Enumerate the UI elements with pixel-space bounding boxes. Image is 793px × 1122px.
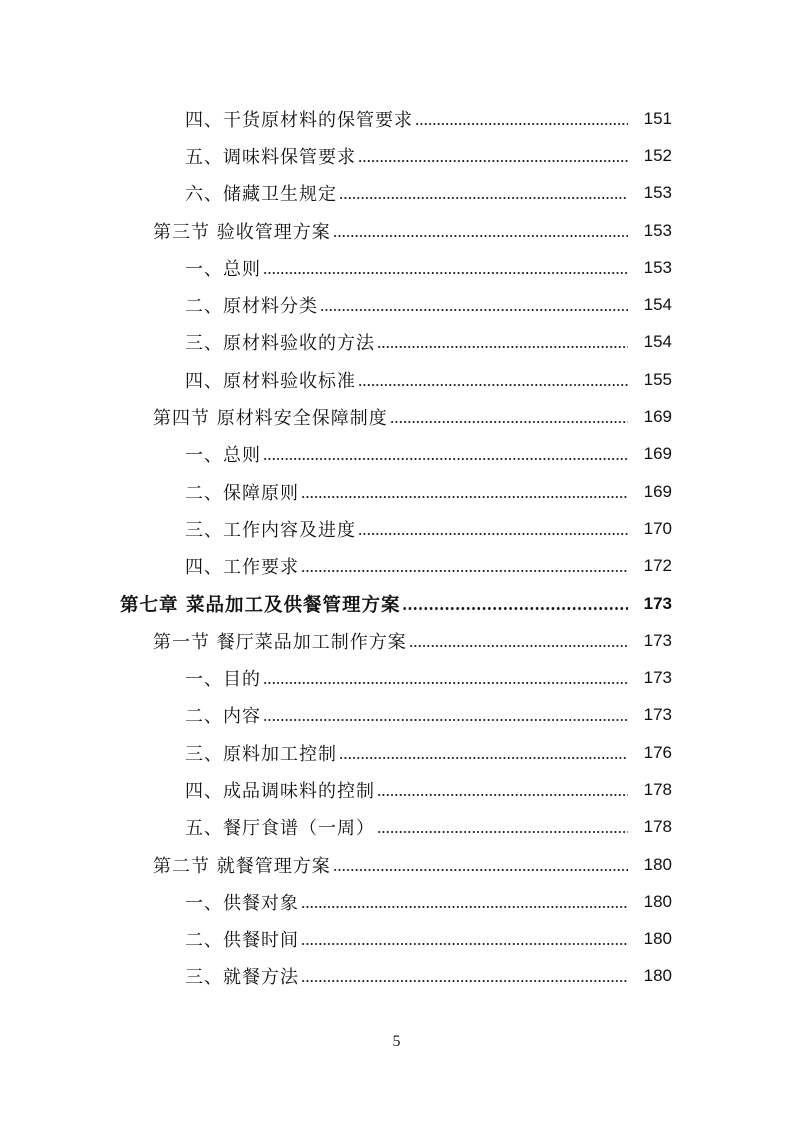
- toc-entry-page: 152: [643, 145, 672, 165]
- dot-leader: [358, 384, 628, 386]
- dot-leader: [409, 645, 628, 647]
- dot-leader: [377, 794, 628, 796]
- toc-entry-title: 六、储藏卫生规定: [185, 184, 337, 206]
- dot-leader: [415, 123, 628, 125]
- toc-entry-item[interactable]: [0, 809, 793, 846]
- dot-leader: [339, 757, 628, 759]
- toc-entry-title: 一、供餐对象: [185, 892, 299, 914]
- dot-leader: [301, 980, 628, 982]
- dot-leader: [402, 607, 628, 610]
- dot-leader: [333, 869, 628, 871]
- toc-entry-page: 178: [643, 817, 672, 837]
- toc-entry-page: 173: [643, 630, 672, 650]
- toc-entry-page: 169: [643, 407, 672, 427]
- toc-entry-item[interactable]: [0, 548, 793, 585]
- toc-entry-title: 三、原材料验收的方法: [185, 333, 375, 355]
- dot-leader: [320, 309, 628, 311]
- toc-entry-item[interactable]: [0, 921, 793, 958]
- toc-entry-title: 一、总则: [185, 258, 261, 280]
- dot-leader: [263, 272, 628, 274]
- toc-entry-title: 四、工作要求: [185, 557, 299, 579]
- toc-entry-title: 第一节 餐厅菜品加工制作方案: [153, 631, 407, 653]
- toc-entry-title: 第七章 菜品加工及供餐管理方案: [120, 594, 401, 616]
- dot-leader: [263, 719, 628, 721]
- toc-entry-item[interactable]: [0, 510, 793, 547]
- toc-entry-item[interactable]: [0, 249, 793, 286]
- toc-entry-item[interactable]: [0, 286, 793, 323]
- toc-entry-page: 172: [643, 556, 672, 576]
- toc-entry-page: 155: [643, 369, 672, 389]
- toc-entry-section[interactable]: [0, 398, 793, 435]
- toc-entry-title: 二、内容: [185, 706, 261, 728]
- toc-entry-page: 169: [643, 444, 672, 464]
- table-of-contents: [0, 100, 793, 995]
- dot-leader: [301, 943, 628, 945]
- dot-leader: [377, 346, 628, 348]
- toc-entry-title: 一、总则: [185, 445, 261, 467]
- toc-entry-section[interactable]: [0, 212, 793, 249]
- toc-entry-page: 173: [643, 668, 672, 688]
- toc-entry-section[interactable]: [0, 846, 793, 883]
- toc-entry-title: 二、供餐时间: [185, 930, 299, 952]
- toc-entry-item[interactable]: [0, 175, 793, 212]
- toc-entry-page: 176: [643, 742, 672, 762]
- toc-entry-page: 180: [643, 966, 672, 986]
- toc-entry-item[interactable]: [0, 883, 793, 920]
- dot-leader: [263, 458, 628, 460]
- toc-entry-page: 180: [643, 891, 672, 911]
- toc-entry-title: 五、调味料保管要求: [185, 146, 356, 168]
- toc-entry-page: 151: [643, 108, 672, 128]
- toc-entry-title: 第三节 验收管理方案: [153, 221, 331, 243]
- toc-entry-item[interactable]: [0, 473, 793, 510]
- dot-leader: [301, 906, 628, 908]
- toc-entry-title: 三、原料加工控制: [185, 743, 337, 765]
- dot-leader: [358, 160, 628, 162]
- toc-entry-title: 三、就餐方法: [185, 967, 299, 989]
- toc-entry-item[interactable]: [0, 137, 793, 174]
- toc-entry-title: 五、餐厅食谱（一周）: [185, 818, 375, 840]
- dot-leader: [263, 682, 628, 684]
- toc-entry-title: 二、原材料分类: [185, 296, 318, 318]
- toc-entry-title: 第四节 原材料安全保障制度: [153, 408, 388, 430]
- toc-entry-item[interactable]: [0, 361, 793, 398]
- toc-entry-page: 154: [643, 295, 672, 315]
- toc-entry-item[interactable]: [0, 958, 793, 995]
- toc-entry-item[interactable]: [0, 436, 793, 473]
- dot-leader: [301, 496, 628, 498]
- toc-entry-item[interactable]: [0, 659, 793, 696]
- dot-leader: [358, 533, 628, 535]
- toc-entry-page: 153: [643, 257, 672, 277]
- toc-entry-title: 第二节 就餐管理方案: [153, 855, 331, 877]
- toc-entry-title: 四、成品调味料的控制: [185, 780, 375, 802]
- toc-entry-item[interactable]: [0, 324, 793, 361]
- toc-entry-page: 173: [643, 705, 672, 725]
- toc-entry-title: 四、原材料验收标准: [185, 370, 356, 392]
- toc-entry-title: 三、工作内容及进度: [185, 519, 356, 541]
- toc-entry-page: 153: [643, 183, 672, 203]
- toc-entry-chapter[interactable]: [0, 585, 793, 622]
- dot-leader: [390, 421, 628, 423]
- toc-entry-title: 二、保障原则: [185, 482, 299, 504]
- toc-entry-page: 180: [643, 854, 672, 874]
- dot-leader: [339, 197, 628, 199]
- toc-entry-section[interactable]: [0, 622, 793, 659]
- toc-entry-title: 四、干货原材料的保管要求: [185, 109, 413, 131]
- toc-entry-page: 180: [643, 929, 672, 949]
- toc-entry-page: 173: [643, 593, 672, 613]
- dot-leader: [377, 831, 628, 833]
- toc-entry-page: 170: [643, 518, 672, 538]
- toc-entry-page: 153: [643, 220, 672, 240]
- toc-entry-item[interactable]: [0, 697, 793, 734]
- page-number: 5: [392, 1033, 401, 1050]
- dot-leader: [333, 235, 628, 237]
- toc-entry-page: 169: [643, 481, 672, 501]
- toc-entry-item[interactable]: [0, 100, 793, 137]
- toc-entry-page: 154: [643, 332, 672, 352]
- dot-leader: [301, 570, 628, 572]
- toc-entry-item[interactable]: [0, 734, 793, 771]
- toc-entry-item[interactable]: [0, 771, 793, 808]
- toc-entry-title: 一、目的: [185, 669, 261, 691]
- toc-entry-page: 178: [643, 779, 672, 799]
